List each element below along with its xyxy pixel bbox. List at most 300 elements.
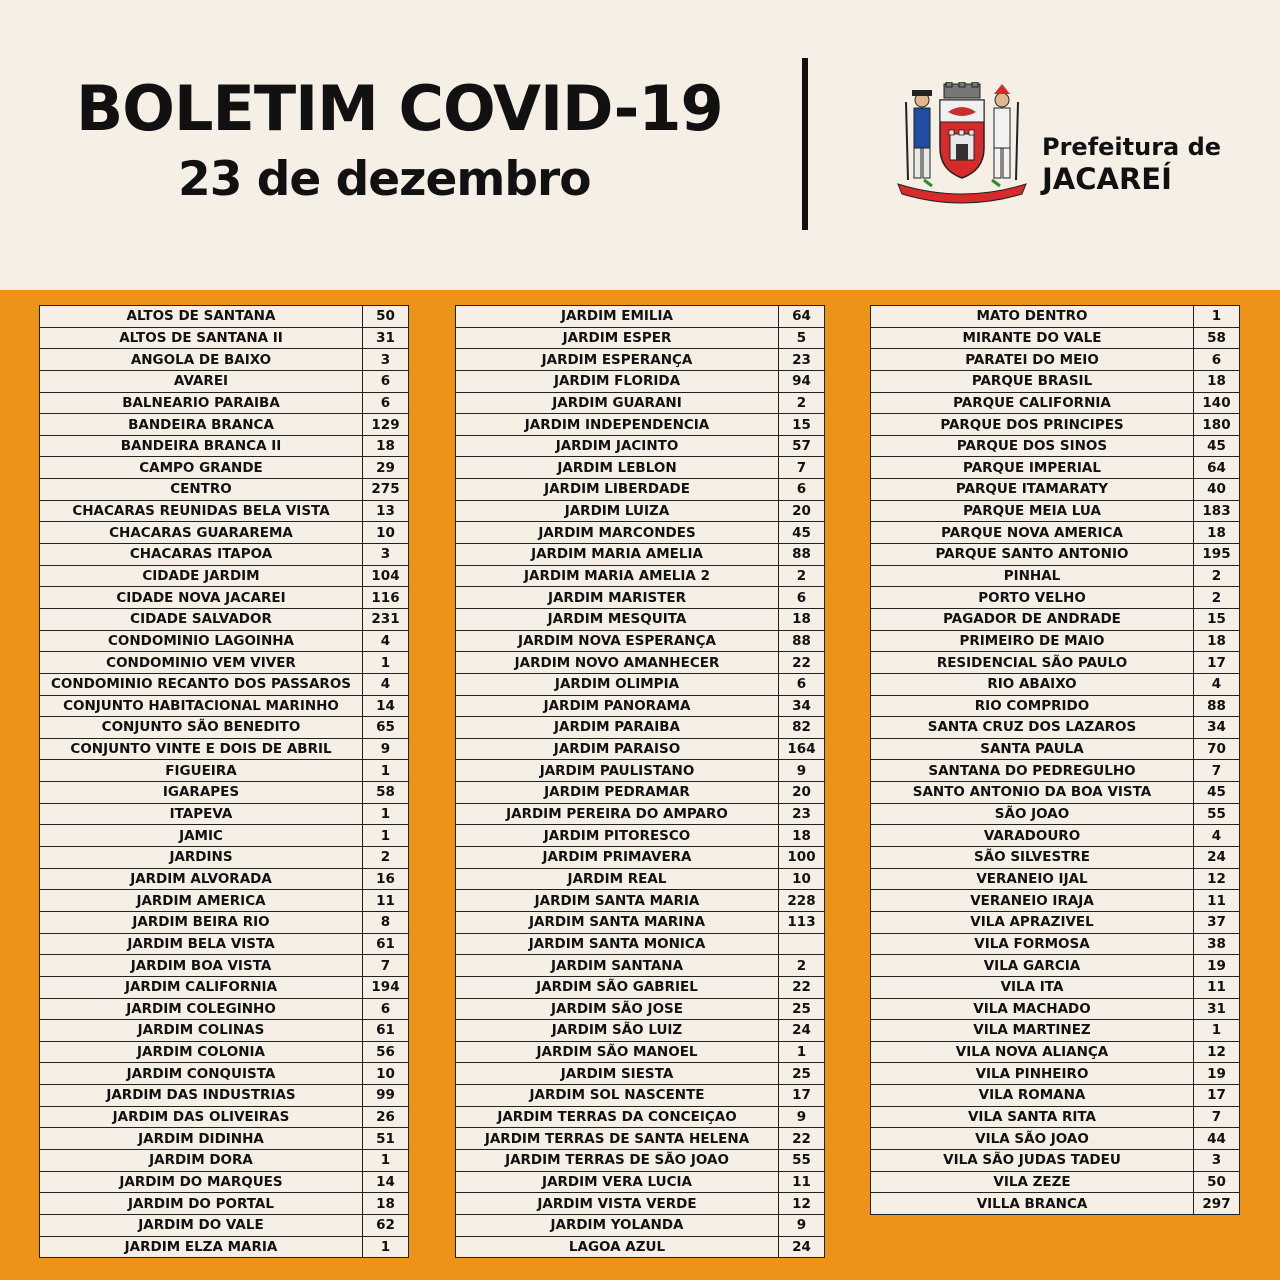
- table-row: [456, 738, 825, 760]
- page-title: BOLETIM COVID-19: [76, 72, 723, 145]
- neighborhood-name: JARDIM PEREIRA DO AMPARO: [456, 803, 779, 825]
- case-count: 6: [779, 673, 825, 695]
- neighborhood-name: SÃO JOAO: [871, 803, 1194, 825]
- table-row: [40, 1236, 409, 1258]
- table-row: [871, 435, 1240, 457]
- table-row: [456, 1085, 825, 1107]
- neighborhood-name: VILA FORMOSA: [871, 933, 1194, 955]
- neighborhood-name: JARDIM SÃO MANOEL: [456, 1041, 779, 1063]
- case-count: 3: [363, 349, 409, 371]
- neighborhood-name: JARDIM MARIA AMELIA 2: [456, 565, 779, 587]
- table-row: [456, 911, 825, 933]
- case-count: 94: [779, 370, 825, 392]
- neighborhood-name: AVAREI: [40, 370, 363, 392]
- case-count: 34: [779, 695, 825, 717]
- neighborhood-name: VILLA BRANCA: [871, 1193, 1194, 1215]
- table-row: [871, 933, 1240, 955]
- table-row: [456, 608, 825, 630]
- case-count: 24: [1194, 847, 1240, 869]
- table-row: [456, 717, 825, 739]
- neighborhood-name: JARDIM BOA VISTA: [40, 955, 363, 977]
- neighborhood-table-3: [870, 305, 1240, 1215]
- case-count: 51: [363, 1128, 409, 1150]
- table-row: [40, 306, 409, 328]
- case-count: 99: [363, 1085, 409, 1107]
- table-row: [456, 306, 825, 328]
- header: [0, 0, 1280, 290]
- case-count: 50: [1194, 1171, 1240, 1193]
- table-row: [456, 955, 825, 977]
- case-count: 9: [779, 760, 825, 782]
- neighborhood-name: CONDOMINIO LAGOINHA: [40, 630, 363, 652]
- case-count: 5: [779, 327, 825, 349]
- neighborhood-name: VILA APRAZIVEL: [871, 911, 1194, 933]
- table-row: [871, 479, 1240, 501]
- case-count: 231: [363, 608, 409, 630]
- case-count: 2: [779, 392, 825, 414]
- case-count: 11: [779, 1171, 825, 1193]
- case-count: 1: [363, 1236, 409, 1258]
- neighborhood-name: CONDOMINIO VEM VIVER: [40, 652, 363, 674]
- case-count: 17: [1194, 1085, 1240, 1107]
- table-row: [40, 1041, 409, 1063]
- table-row: [456, 1041, 825, 1063]
- table-row: [871, 457, 1240, 479]
- case-count: 195: [1194, 544, 1240, 566]
- case-count: 7: [1194, 1106, 1240, 1128]
- case-count: 45: [779, 522, 825, 544]
- case-count: 13: [363, 500, 409, 522]
- neighborhood-name: JARDIM VISTA VERDE: [456, 1193, 779, 1215]
- case-count: 9: [363, 738, 409, 760]
- table-row: [871, 868, 1240, 890]
- neighborhood-name: JARDIM DO MARQUES: [40, 1171, 363, 1193]
- table-row: [456, 522, 825, 544]
- case-count: 7: [779, 457, 825, 479]
- table-row: [40, 1171, 409, 1193]
- neighborhood-name: VARADOURO: [871, 825, 1194, 847]
- neighborhood-name: JARDIM MESQUITA: [456, 608, 779, 630]
- case-count: 88: [779, 544, 825, 566]
- table-row: [871, 1020, 1240, 1042]
- neighborhood-name: MATO DENTRO: [871, 306, 1194, 328]
- table-row: [871, 911, 1240, 933]
- case-count: 6: [779, 479, 825, 501]
- case-count: 29: [363, 457, 409, 479]
- case-count: 1: [363, 825, 409, 847]
- case-count: 1: [1194, 306, 1240, 328]
- neighborhood-name: FIGUEIRA: [40, 760, 363, 782]
- case-count: 20: [779, 500, 825, 522]
- table-row: [456, 565, 825, 587]
- case-count: 100: [779, 847, 825, 869]
- case-count: 275: [363, 479, 409, 501]
- neighborhood-name: JARDIM SÃO GABRIEL: [456, 976, 779, 998]
- case-count: 6: [363, 392, 409, 414]
- case-count: 61: [363, 1020, 409, 1042]
- table-row: [40, 1020, 409, 1042]
- case-count: 24: [779, 1020, 825, 1042]
- case-count: 1: [363, 803, 409, 825]
- neighborhood-name: PARQUE DOS SINOS: [871, 435, 1194, 457]
- case-count: 22: [779, 976, 825, 998]
- case-count: 19: [1194, 1063, 1240, 1085]
- neighborhood-name: VILA MARTINEZ: [871, 1020, 1194, 1042]
- table-row: [871, 1041, 1240, 1063]
- case-count: 25: [779, 1063, 825, 1085]
- table-row: [456, 868, 825, 890]
- table-row: [871, 717, 1240, 739]
- neighborhood-name: PARATEI DO MEIO: [871, 349, 1194, 371]
- case-count: 16: [363, 868, 409, 890]
- case-count: 18: [779, 825, 825, 847]
- neighborhood-name: SANTA CRUZ DOS LAZAROS: [871, 717, 1194, 739]
- table-row: [871, 1085, 1240, 1107]
- neighborhood-name: JARDIM CONQUISTA: [40, 1063, 363, 1085]
- table-row: [40, 1193, 409, 1215]
- case-count: 9: [779, 1106, 825, 1128]
- table-row: [456, 1063, 825, 1085]
- neighborhood-name: CIDADE SALVADOR: [40, 608, 363, 630]
- neighborhood-name: SANTA PAULA: [871, 738, 1194, 760]
- case-count: 2: [779, 955, 825, 977]
- table-row: [456, 500, 825, 522]
- neighborhood-name: JARDIM TERRAS DA CONCEIÇAO: [456, 1106, 779, 1128]
- table-row: [40, 803, 409, 825]
- neighborhood-name: JARDINS: [40, 847, 363, 869]
- table-row: [871, 630, 1240, 652]
- table-row: [40, 414, 409, 436]
- case-count: 2: [363, 847, 409, 869]
- case-count: 4: [363, 673, 409, 695]
- table-row: [40, 911, 409, 933]
- case-count: 18: [1194, 630, 1240, 652]
- table-row: [871, 1063, 1240, 1085]
- neighborhood-name: BALNEARIO PARAIBA: [40, 392, 363, 414]
- neighborhood-name: CONJUNTO HABITACIONAL MARINHO: [40, 695, 363, 717]
- table-row: [40, 327, 409, 349]
- case-count: 31: [363, 327, 409, 349]
- table-row: [456, 630, 825, 652]
- table-row: [871, 392, 1240, 414]
- neighborhood-name: JARDIM TERRAS DE SÃO JOAO: [456, 1149, 779, 1171]
- table-row: [456, 479, 825, 501]
- case-count: 31: [1194, 998, 1240, 1020]
- neighborhood-name: PAGADOR DE ANDRADE: [871, 608, 1194, 630]
- neighborhood-name: JARDIM MARCONDES: [456, 522, 779, 544]
- table-row: [40, 1149, 409, 1171]
- case-count: 183: [1194, 500, 1240, 522]
- neighborhood-name: JARDIM ESPERANÇA: [456, 349, 779, 371]
- jacarei-coat-of-arms-icon: [894, 82, 1030, 208]
- table-row: [871, 673, 1240, 695]
- table-row: [456, 327, 825, 349]
- neighborhood-name: SANTO ANTONIO DA BOA VISTA: [871, 782, 1194, 804]
- neighborhood-name: JARDIM SOL NASCENTE: [456, 1085, 779, 1107]
- case-count: 11: [363, 890, 409, 912]
- table-row: [40, 1214, 409, 1236]
- case-count: 140: [1194, 392, 1240, 414]
- case-count: 4: [363, 630, 409, 652]
- neighborhood-name: PARQUE CALIFORNIA: [871, 392, 1194, 414]
- neighborhood-name: JARDIM SANTA MONICA: [456, 933, 779, 955]
- table-row: [40, 760, 409, 782]
- neighborhood-name: PINHAL: [871, 565, 1194, 587]
- neighborhood-name: MIRANTE DO VALE: [871, 327, 1194, 349]
- table-row: [456, 652, 825, 674]
- neighborhood-name: JARDIM PAULISTANO: [456, 760, 779, 782]
- case-count: 55: [1194, 803, 1240, 825]
- org-name-line2: JACAREÍ: [1042, 162, 1172, 196]
- neighborhood-name: JARDIM LEBLON: [456, 457, 779, 479]
- case-count: 6: [363, 370, 409, 392]
- neighborhood-name: JARDIM FLORIDA: [456, 370, 779, 392]
- case-count: 58: [1194, 327, 1240, 349]
- neighborhood-name: JARDIM COLONIA: [40, 1041, 363, 1063]
- table-row: [456, 1020, 825, 1042]
- neighborhood-name: JARDIM LUIZA: [456, 500, 779, 522]
- table-row: [456, 370, 825, 392]
- table-row: [40, 392, 409, 414]
- case-count: 22: [779, 1128, 825, 1150]
- table-row: [40, 1063, 409, 1085]
- table-row: [40, 998, 409, 1020]
- table-row: [40, 500, 409, 522]
- table-row: [456, 544, 825, 566]
- table-row: [871, 1193, 1240, 1215]
- table-row: [456, 587, 825, 609]
- neighborhood-name: JARDIM MARISTER: [456, 587, 779, 609]
- case-count: 64: [1194, 457, 1240, 479]
- neighborhood-name: VILA PINHEIRO: [871, 1063, 1194, 1085]
- case-count: 23: [779, 349, 825, 371]
- case-count: 180: [1194, 414, 1240, 436]
- case-count: 1: [363, 652, 409, 674]
- neighborhood-name: JAMIC: [40, 825, 363, 847]
- neighborhood-name: JARDIM GUARANI: [456, 392, 779, 414]
- neighborhood-name: JARDIM OLIMPIA: [456, 673, 779, 695]
- table-row: [40, 457, 409, 479]
- table-row: [40, 868, 409, 890]
- table-row: [40, 738, 409, 760]
- neighborhood-name: IGARAPES: [40, 782, 363, 804]
- case-count: 15: [779, 414, 825, 436]
- neighborhood-name: SANTANA DO PEDREGULHO: [871, 760, 1194, 782]
- case-count: 45: [1194, 782, 1240, 804]
- table-row: [40, 652, 409, 674]
- case-count: 3: [363, 544, 409, 566]
- case-count: 88: [1194, 695, 1240, 717]
- table-row: [456, 933, 825, 955]
- table-row: [871, 803, 1240, 825]
- case-count: 61: [363, 933, 409, 955]
- neighborhood-name: VILA SANTA RITA: [871, 1106, 1194, 1128]
- neighborhood-name: JARDIM CALIFORNIA: [40, 976, 363, 998]
- neighborhood-name: PORTO VELHO: [871, 587, 1194, 609]
- case-count: 12: [779, 1193, 825, 1215]
- neighborhood-name: JARDIM MARIA AMELIA: [456, 544, 779, 566]
- case-count: 12: [1194, 868, 1240, 890]
- case-count: 228: [779, 890, 825, 912]
- neighborhood-name: CAMPO GRANDE: [40, 457, 363, 479]
- table-row: [456, 414, 825, 436]
- table-row: [456, 435, 825, 457]
- neighborhood-name: VERANEIO IJAL: [871, 868, 1194, 890]
- neighborhood-name: PARQUE SANTO ANTONIO: [871, 544, 1194, 566]
- case-count: 11: [1194, 976, 1240, 998]
- neighborhood-name: CONJUNTO SÃO BENEDITO: [40, 717, 363, 739]
- table-row: [40, 673, 409, 695]
- table-row: [456, 1149, 825, 1171]
- neighborhood-name: JARDIM TERRAS DE SANTA HELENA: [456, 1128, 779, 1150]
- table-row: [871, 890, 1240, 912]
- neighborhood-name: CHACARAS REUNIDAS BELA VISTA: [40, 500, 363, 522]
- case-count: 129: [363, 414, 409, 436]
- neighborhood-name: CHACARAS GUARAREMA: [40, 522, 363, 544]
- neighborhood-name: JARDIM ALVORADA: [40, 868, 363, 890]
- table-row: [871, 522, 1240, 544]
- table-row: [40, 565, 409, 587]
- case-count: 10: [363, 1063, 409, 1085]
- neighborhood-name: JARDIM INDEPENDENCIA: [456, 414, 779, 436]
- table-row: [871, 1149, 1240, 1171]
- neighborhood-name: JARDIM ELZA MARIA: [40, 1236, 363, 1258]
- neighborhood-name: VILA ZEZE: [871, 1171, 1194, 1193]
- table-row: [40, 349, 409, 371]
- neighborhood-name: JARDIM JACINTO: [456, 435, 779, 457]
- neighborhood-table-1: [39, 305, 409, 1258]
- case-count: 10: [779, 868, 825, 890]
- case-count: 7: [1194, 760, 1240, 782]
- table-row: [456, 695, 825, 717]
- table-row: [456, 1236, 825, 1258]
- neighborhood-name: JARDIM COLEGINHO: [40, 998, 363, 1020]
- page-date: 23 de dezembro: [178, 152, 591, 207]
- table-row: [871, 695, 1240, 717]
- case-count: 65: [363, 717, 409, 739]
- case-count: 40: [1194, 479, 1240, 501]
- table-row: [456, 760, 825, 782]
- case-count: 22: [779, 652, 825, 674]
- neighborhood-name: PARQUE DOS PRINCIPES: [871, 414, 1194, 436]
- neighborhood-name: RESIDENCIAL SÃO PAULO: [871, 652, 1194, 674]
- table-row: [871, 1106, 1240, 1128]
- table-row: [40, 544, 409, 566]
- case-count: 6: [1194, 349, 1240, 371]
- table-row: [871, 652, 1240, 674]
- case-count: 8: [363, 911, 409, 933]
- neighborhood-name: JARDIM COLINAS: [40, 1020, 363, 1042]
- table-row: [456, 976, 825, 998]
- table-row: [871, 955, 1240, 977]
- neighborhood-name: LAGOA AZUL: [456, 1236, 779, 1258]
- neighborhood-name: CIDADE JARDIM: [40, 565, 363, 587]
- neighborhood-name: PARQUE IMPERIAL: [871, 457, 1194, 479]
- table-row: [456, 392, 825, 414]
- neighborhood-name: ITAPEVA: [40, 803, 363, 825]
- table-row: [871, 1171, 1240, 1193]
- case-count: 1: [363, 760, 409, 782]
- table-row: [456, 457, 825, 479]
- table-row: [456, 825, 825, 847]
- case-count: [779, 933, 825, 955]
- case-count: 55: [779, 1149, 825, 1171]
- case-count: 58: [363, 782, 409, 804]
- table-row: [871, 349, 1240, 371]
- case-count: 14: [363, 695, 409, 717]
- table-row: [456, 1193, 825, 1215]
- neighborhood-name: JARDIM SANTA MARINA: [456, 911, 779, 933]
- case-count: 9: [779, 1214, 825, 1236]
- neighborhood-name: ALTOS DE SANTANA: [40, 306, 363, 328]
- table-row: [40, 370, 409, 392]
- table-row: [456, 349, 825, 371]
- neighborhood-name: VERANEIO IRAJA: [871, 890, 1194, 912]
- case-count: 38: [1194, 933, 1240, 955]
- table-row: [40, 630, 409, 652]
- neighborhood-name: JARDIM YOLANDA: [456, 1214, 779, 1236]
- case-count: 7: [363, 955, 409, 977]
- case-count: 10: [363, 522, 409, 544]
- case-count: 44: [1194, 1128, 1240, 1150]
- header-divider: [802, 58, 808, 230]
- neighborhood-name: JARDIM DAS INDUSTRIAS: [40, 1085, 363, 1107]
- neighborhood-name: CONDOMINIO RECANTO DOS PASSAROS: [40, 673, 363, 695]
- neighborhood-name: RIO ABAIXO: [871, 673, 1194, 695]
- neighborhood-name: PARQUE BRASIL: [871, 370, 1194, 392]
- table-row: [40, 479, 409, 501]
- table-row: [871, 327, 1240, 349]
- case-count: 18: [363, 1193, 409, 1215]
- table-row: [40, 1085, 409, 1107]
- neighborhood-name: JARDIM LIBERDADE: [456, 479, 779, 501]
- neighborhood-name: JARDIM PEDRAMAR: [456, 782, 779, 804]
- table-row: [40, 782, 409, 804]
- neighborhood-name: RIO COMPRIDO: [871, 695, 1194, 717]
- table-row: [40, 1128, 409, 1150]
- neighborhood-name: ALTOS DE SANTANA II: [40, 327, 363, 349]
- case-count: 88: [779, 630, 825, 652]
- table-row: [40, 955, 409, 977]
- table-row: [456, 890, 825, 912]
- case-count: 11: [1194, 890, 1240, 912]
- case-count: 1: [1194, 1020, 1240, 1042]
- neighborhood-name: CENTRO: [40, 479, 363, 501]
- case-count: 24: [779, 1236, 825, 1258]
- table-row: [871, 587, 1240, 609]
- case-count: 37: [1194, 911, 1240, 933]
- table-row: [871, 500, 1240, 522]
- table-row: [871, 738, 1240, 760]
- case-count: 6: [363, 998, 409, 1020]
- case-count: 15: [1194, 608, 1240, 630]
- case-count: 34: [1194, 717, 1240, 739]
- table-row: [871, 565, 1240, 587]
- neighborhood-name: JARDIM DO VALE: [40, 1214, 363, 1236]
- case-count: 56: [363, 1041, 409, 1063]
- table-row: [456, 1128, 825, 1150]
- case-count: 18: [779, 608, 825, 630]
- case-count: 104: [363, 565, 409, 587]
- case-count: 194: [363, 976, 409, 998]
- case-count: 70: [1194, 738, 1240, 760]
- neighborhood-name: BANDEIRA BRANCA II: [40, 435, 363, 457]
- neighborhood-name: JARDIM NOVO AMANHECER: [456, 652, 779, 674]
- table-row: [40, 695, 409, 717]
- case-count: 113: [779, 911, 825, 933]
- table-row: [456, 1106, 825, 1128]
- neighborhood-name: JARDIM BELA VISTA: [40, 933, 363, 955]
